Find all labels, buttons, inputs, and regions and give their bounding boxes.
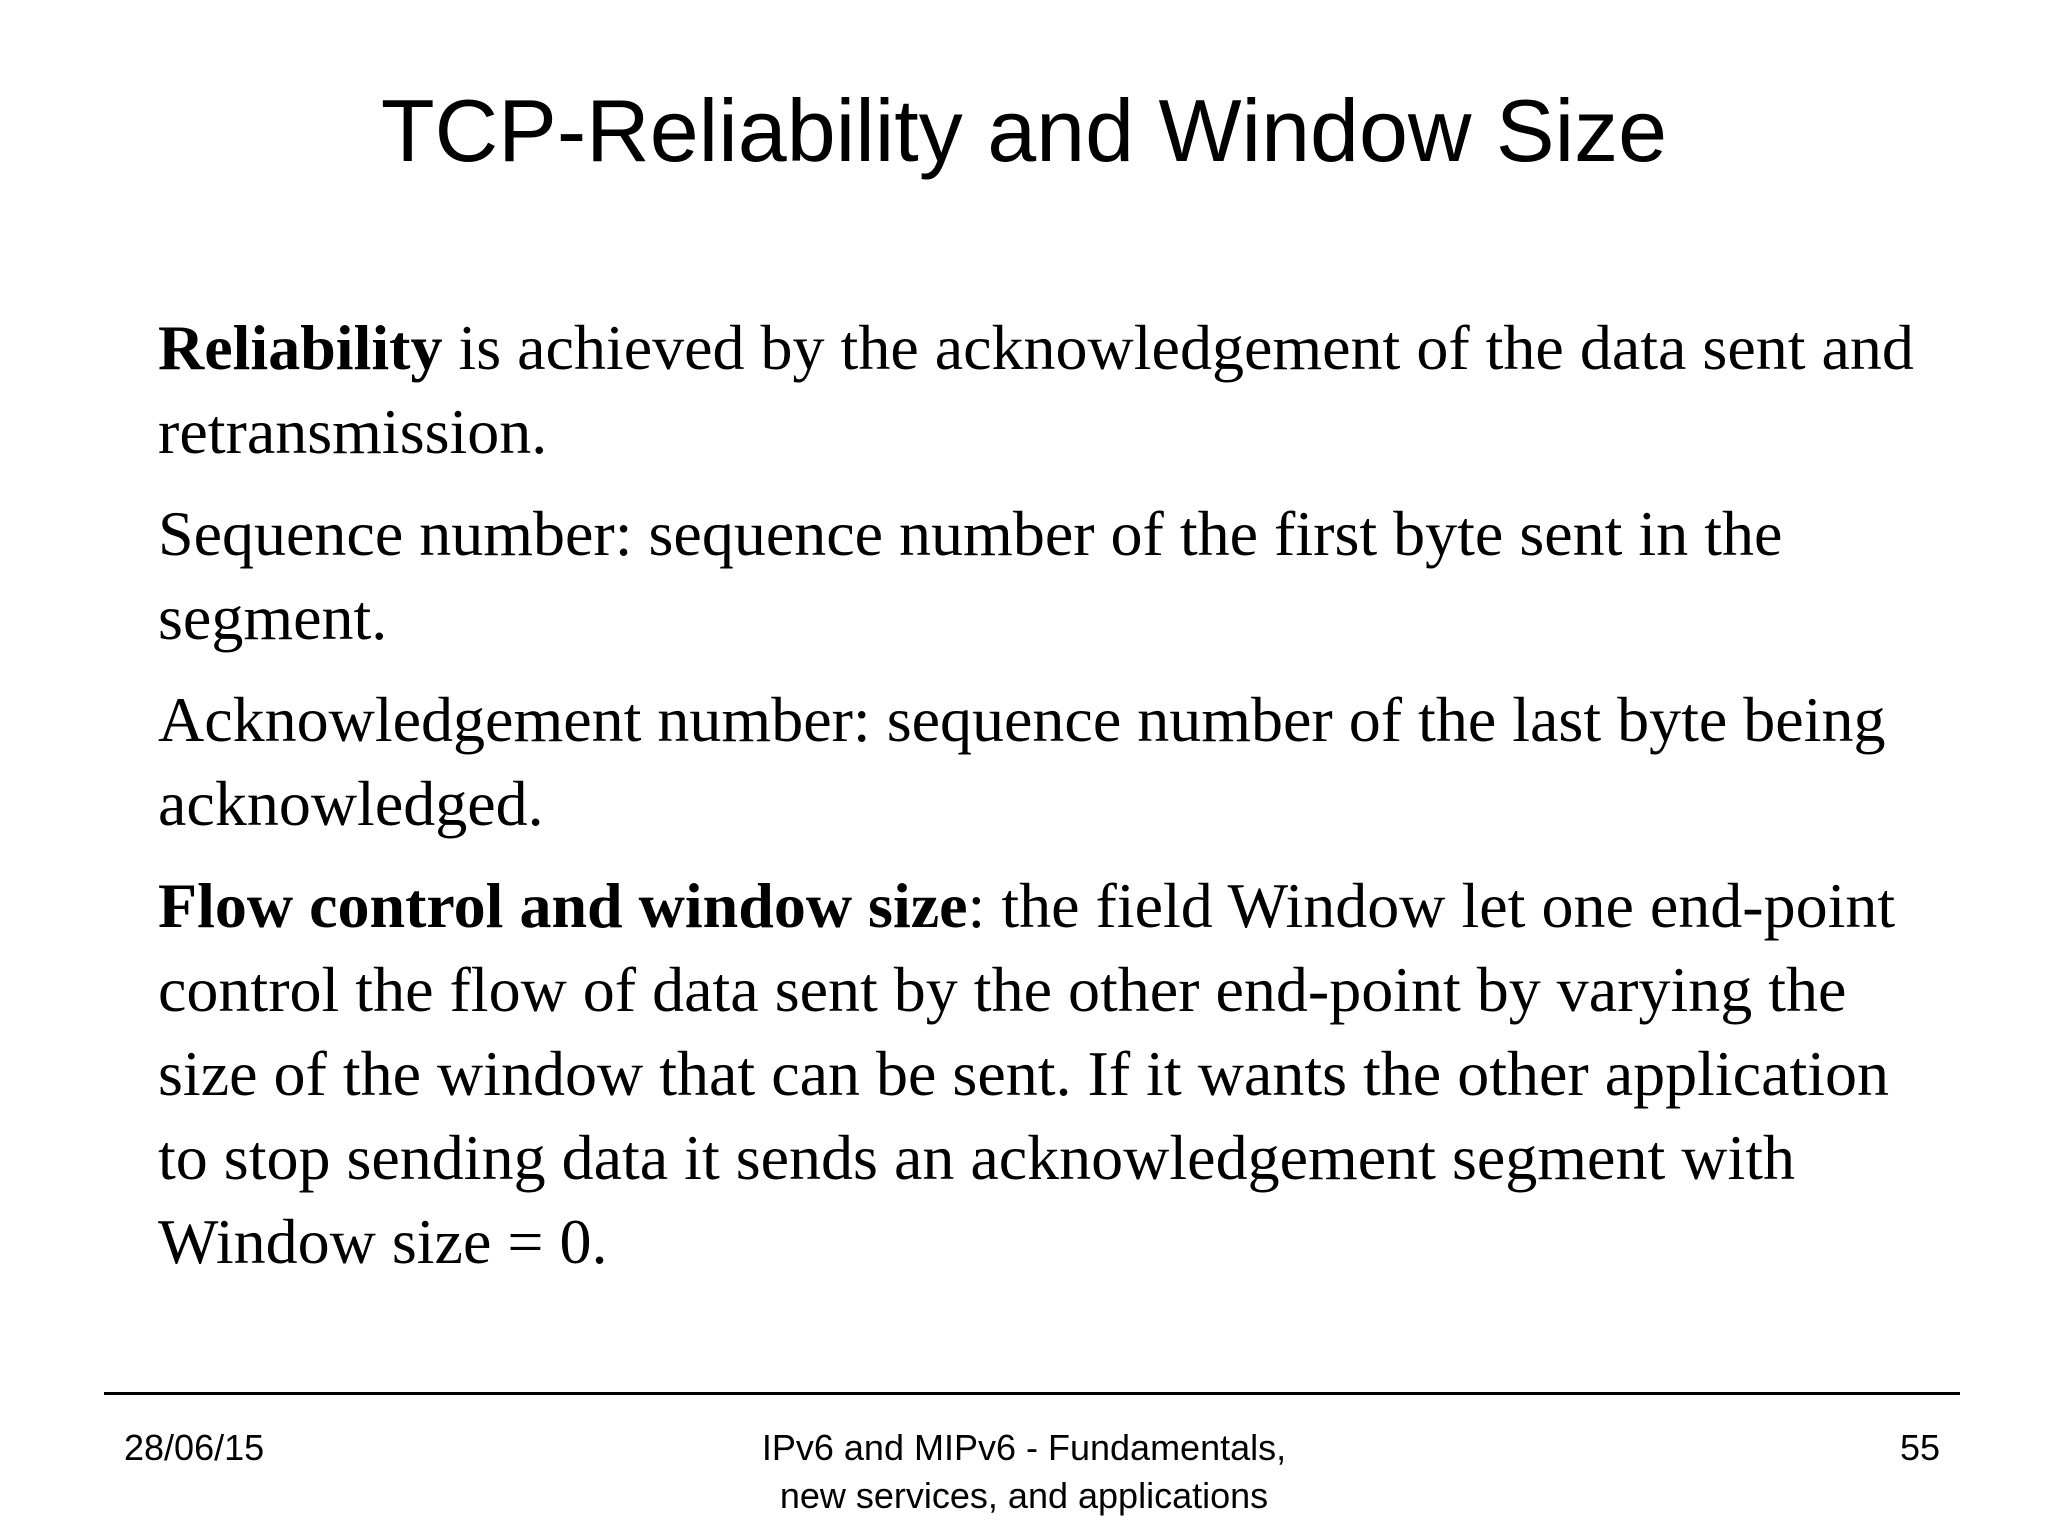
paragraph-text: Sequence number: sequence number of the first byte sent in the segment. [158, 498, 1783, 653]
paragraph-bold-term: Reliability [158, 312, 443, 383]
footer-presentation-title [624, 1424, 1424, 1520]
footer-divider [104, 1392, 1960, 1395]
page-number: 55 [1899, 1427, 1940, 1468]
footer-date: 28/06/15 [124, 1427, 265, 1468]
paragraph-text: Acknowledgement number: sequence number of the last byte being acknowledged. [158, 684, 1886, 839]
paragraph-sequence-number [158, 492, 1918, 660]
footer-title-line-2: new services, and applications [779, 1475, 1269, 1516]
paragraph-acknowledgement-number [158, 678, 1918, 846]
paragraph-text: is achieved by the acknowledgement of the data sent and retransmission. [158, 312, 1914, 467]
paragraph-text: : the field Window let one end-point control the flow of data sent by the other end-point by varying the size of the window that can be sent. If it wants the other application to stop sending data it sends an acknowledgement segment with Window size = 0. [158, 870, 1896, 1277]
paragraph-reliability [158, 306, 1918, 474]
paragraph-bold-term: Flow control and window size [158, 870, 968, 941]
slide-body [158, 306, 1918, 1302]
paragraph-flow-control [158, 864, 1918, 1284]
slide-title: TCP-Reliability and Window Size [380, 81, 1668, 180]
footer-title-line-1: IPv6 and MIPv6 - Fundamentals, [761, 1427, 1287, 1468]
